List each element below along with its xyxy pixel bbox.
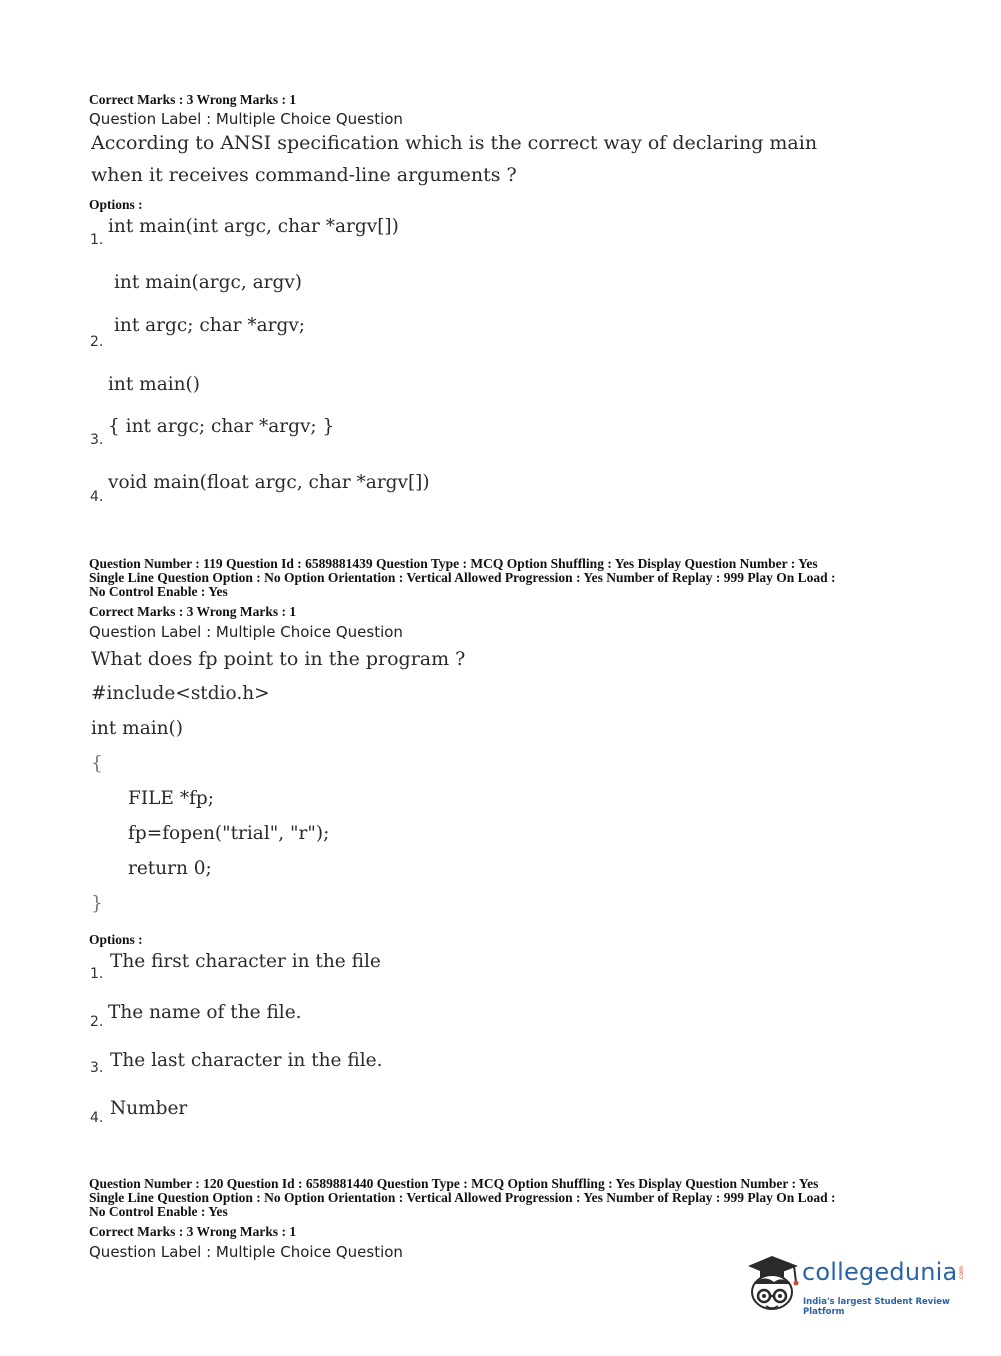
q119-options-heading: Options : — [89, 932, 143, 947]
q118-option-2-text-line2[interactable]: int argc; char *argv; — [114, 315, 306, 336]
q119-code-line-7: } — [91, 893, 103, 914]
q119-option-4-number: 4. — [90, 1110, 104, 1126]
q119-option-3-number: 3. — [90, 1060, 104, 1076]
q118-option-3-number: 3. — [90, 432, 104, 448]
q118-option-1-text[interactable]: int main(int argc, char *argv[]) — [108, 216, 399, 237]
q119-code-line-2: int main() — [91, 718, 183, 739]
q119-code-line-6: return 0; — [128, 858, 212, 879]
q119-option-1-number: 1. — [90, 966, 104, 982]
q119-code-line-4: FILE *fp; — [128, 788, 214, 809]
q119-option-4-text[interactable]: Number — [110, 1098, 188, 1119]
q119-question-text: What does fp point to in the program ? — [91, 648, 466, 670]
q118-option-4-number: 4. — [90, 489, 104, 505]
q118-option-2-text-line1[interactable]: int main(argc, argv) — [114, 272, 302, 293]
q118-option-3-text-line2[interactable]: { int argc; char *argv; } — [108, 416, 335, 437]
q118-option-4-text[interactable]: void main(float argc, char *argv[]) — [108, 472, 430, 493]
q118-option-1-number: 1. — [90, 232, 104, 248]
q118-options-heading: Options : — [89, 197, 143, 212]
q120-meta-line3: No Control Enable : Yes — [89, 1204, 228, 1219]
q119-marks: Correct Marks : 3 Wrong Marks : 1 — [89, 604, 297, 619]
q118-question-label: Question Label : Multiple Choice Question — [89, 110, 403, 128]
brand-dotcom: .com — [958, 1266, 965, 1281]
q120-meta-line1: Question Number : 120 Question Id : 6589881440 Question Type : MCQ Option Shuffling : Yes Display Question Number : Yes — [89, 1176, 819, 1191]
q120-meta-line2: Single Line Question Option : No Option Orientation : Vertical Allowed Progression : Yes Number of Replay : 999 Play On Load : — [89, 1190, 836, 1205]
q120-question-label: Question Label : Multiple Choice Question — [89, 1243, 403, 1261]
q118-marks: Correct Marks : 3 Wrong Marks : 1 — [89, 92, 297, 107]
q118-option-2-number: 2. — [90, 334, 104, 350]
q119-code-line-1: #include<stdio.h> — [91, 683, 270, 704]
q119-meta-line2: Single Line Question Option : No Option Orientation : Vertical Allowed Progression : Yes Number of Replay : 999 Play On Load : — [89, 570, 836, 585]
q120-marks: Correct Marks : 3 Wrong Marks : 1 — [89, 1224, 297, 1239]
mascot-icon — [742, 1252, 804, 1318]
q119-option-1-text[interactable]: The first character in the file — [110, 951, 381, 972]
q118-question-text-line1: According to ANSI specification which is the correct way of declaring main — [91, 132, 818, 154]
q119-meta-line1: Question Number : 119 Question Id : 6589881439 Question Type : MCQ Option Shuffling : Yes Display Question Number : Yes — [89, 556, 818, 571]
q119-meta-line3: No Control Enable : Yes — [89, 584, 228, 599]
q119-question-label: Question Label : Multiple Choice Question — [89, 623, 403, 641]
q118-option-3-text-line1[interactable]: int main() — [108, 374, 200, 395]
q119-code-line-5: fp=fopen("trial", "r"); — [128, 823, 330, 844]
q119-option-2-text[interactable]: The name of the file. — [108, 1002, 302, 1023]
brand-tagline: India's largest Student Review Platform — [803, 1297, 950, 1317]
brand-name: collegedunia — [802, 1258, 958, 1286]
q118-question-text-line2: when it receives command-line arguments ? — [91, 164, 517, 186]
collegedunia-watermark — [742, 1252, 972, 1318]
q119-option-3-text[interactable]: The last character in the file. — [110, 1050, 383, 1071]
q119-option-2-number: 2. — [90, 1014, 104, 1030]
q119-code-line-3: { — [91, 753, 103, 774]
